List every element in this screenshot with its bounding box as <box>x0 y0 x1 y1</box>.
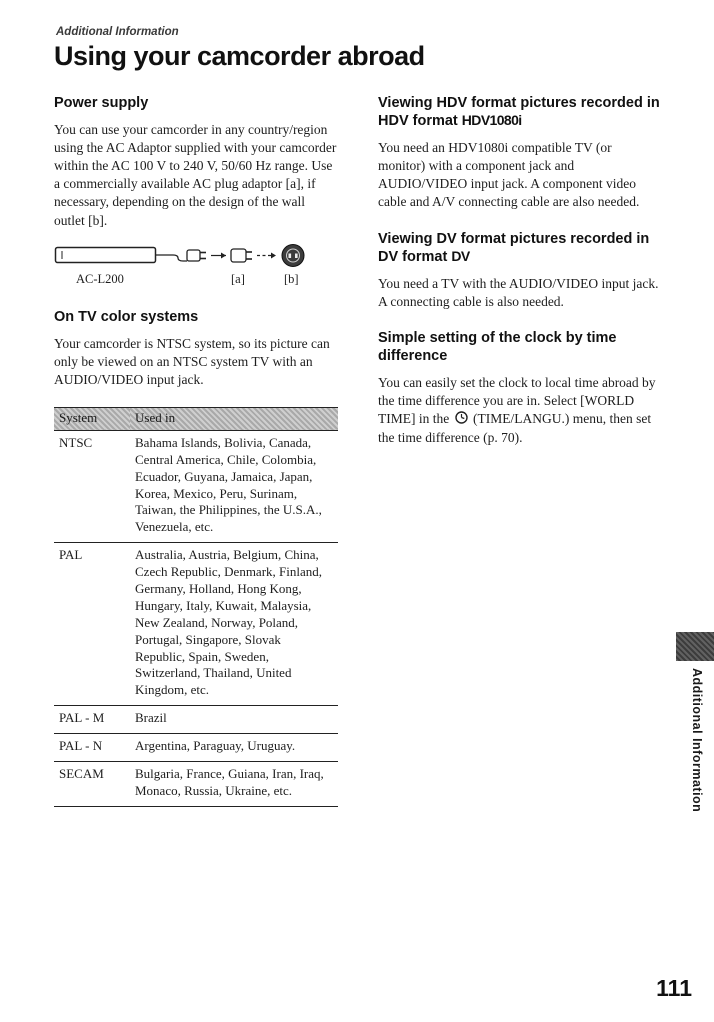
dv-section <box>378 230 662 311</box>
hdv-heading-text: Viewing HDV format pictures recorded in HDV format <box>378 95 660 130</box>
used-in-cell: Argentina, Paraguay, Uruguay. <box>130 734 338 762</box>
table-header-row <box>54 407 338 430</box>
sidebar-section-label: Additional Information <box>690 668 704 813</box>
system-cell: PAL - N <box>54 734 130 762</box>
adapter-label: AC-L200 <box>76 271 124 286</box>
ac-adaptor-icon <box>56 247 156 262</box>
column-header-used-in: Used in <box>130 407 338 430</box>
dv-heading <box>378 230 662 266</box>
used-in-cell: Australia, Austria, Belgium, China, Czech Republic, Denmark, Finland, Germany, Holland, Hong Kong, Hungary, Italy, Kuwait, Malaysia, New Zealand, Norway, Poland, Portugal, Singapore, Slovak Republic, Spain, Sweden, Switzerland, Thailand, United Kingdom, etc. <box>130 543 338 706</box>
right-column <box>378 94 662 807</box>
dv-body: You need a TV with the AUDIO/VIDEO input jack. A connecting cable is also needed. <box>378 275 659 309</box>
page-title: Using your camcorder abroad <box>54 41 425 71</box>
system-cell: SECAM <box>54 761 130 806</box>
system-cell: PAL - M <box>54 706 130 734</box>
table-row <box>54 734 338 762</box>
clock-section <box>378 329 662 448</box>
table-row <box>54 761 338 806</box>
plug-icon <box>187 250 206 261</box>
system-cell: PAL <box>54 543 130 706</box>
power-supply-section <box>54 94 338 290</box>
wall-outlet-icon <box>282 244 304 266</box>
tv-color-section <box>54 308 338 389</box>
clock-body-part1: You can easily set the clock to local time abroad by the time difference you are in. Select [WORLD TIME] in the <box>378 375 656 427</box>
page-number: 111 <box>656 975 692 1001</box>
used-in-cell: Bulgaria, France, Guiana, Iran, Iraq, Monaco, Russia, Ukraine, etc. <box>130 761 338 806</box>
hdv1080i-logo: HDV1080i <box>461 112 522 129</box>
power-supply-heading: Power supply <box>54 95 149 111</box>
clock-body-part2: (TIME/LANGU.) menu, then set the time difference (p. 70). <box>378 411 652 446</box>
dv-logo: DV <box>451 247 470 264</box>
dashed-arrow-icon <box>257 252 276 258</box>
table-row <box>54 543 338 706</box>
column-header-system: System <box>54 407 130 430</box>
arrow-icon <box>211 252 226 258</box>
used-in-cell: Brazil <box>130 706 338 734</box>
plug-adaptor-icon <box>231 249 252 262</box>
dv-heading-text: Viewing DV format pictures recorded in DV format <box>378 230 650 265</box>
used-in-cell: Bahama Islands, Bolivia, Canada, Central America, Chile, Colombia, Ecuador, Guyana, Jamaica, Japan, Korea, Mexico, Peru, Surinam, Taiwan, the Philippines, the U.S.A., Venezuela, etc. <box>130 430 338 542</box>
label-a: [a] <box>231 271 245 286</box>
clock-heading: Simple setting of the clock by time difference <box>378 329 617 365</box>
tv-color-body: Your camcorder is NTSC system, so its picture can only be viewed on an NTSC system TV with an AUDIO/VIDEO input jack. <box>54 335 330 387</box>
hdv-heading <box>378 94 662 130</box>
table-row <box>54 706 338 734</box>
tv-color-heading: On TV color systems <box>54 308 199 325</box>
table-row <box>54 430 338 542</box>
label-b: [b] <box>284 271 299 286</box>
left-column <box>54 94 338 807</box>
power-cord <box>155 255 187 261</box>
hdv-section <box>378 94 662 212</box>
ac-adaptor-diagram-graphic <box>54 238 338 290</box>
tv-systems-table <box>54 407 338 807</box>
two-column-layout <box>54 94 662 807</box>
hdv-body: You need an HDV1080i compatible TV (or monitor) with a component jack and AUDIO/VIDEO input jack. A component video cable and A/V connecting cable are also needed. <box>378 140 640 210</box>
ac-adaptor-diagram <box>54 238 338 290</box>
system-cell: NTSC <box>54 430 130 542</box>
time-langu-menu-icon <box>455 411 468 429</box>
section-label: Additional Information <box>56 26 179 38</box>
section-tab-marker <box>676 632 714 661</box>
power-supply-body: You can use your camcorder in any country/region using the AC Adaptor supplied with your camcorder within the AC 100 V to 240 V, 50/60 Hz range. Use a commercially available AC plug adaptor [a], if necessary, depending on the design of the wall outlet [b]. <box>54 122 337 228</box>
clock-body <box>378 374 662 447</box>
